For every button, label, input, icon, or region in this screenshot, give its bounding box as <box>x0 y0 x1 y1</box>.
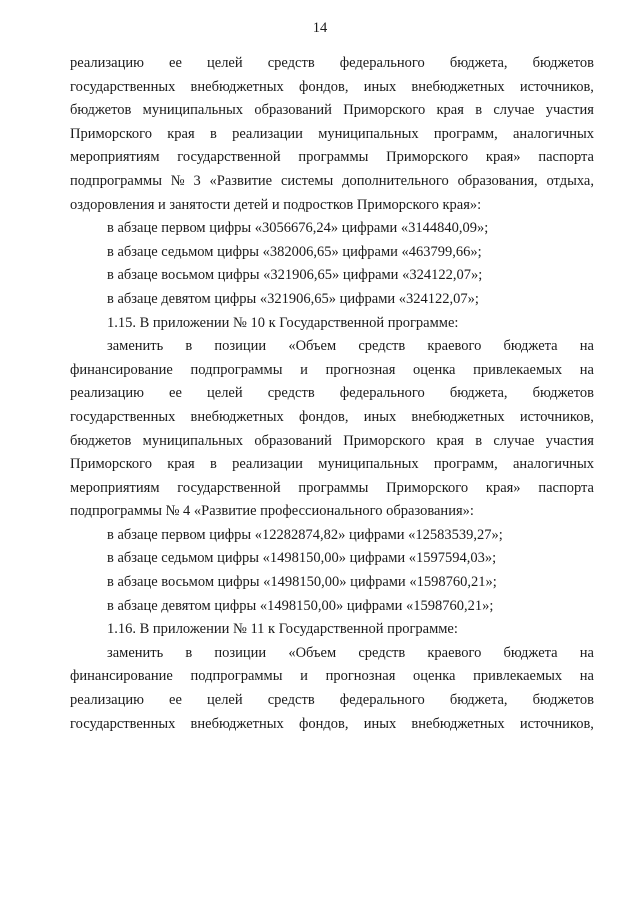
word: краевого <box>427 338 482 355</box>
word: края» <box>485 149 521 166</box>
word: на <box>579 338 594 355</box>
text-line: в абзаце девятом цифры «1498150,00» цифрами «1598760,21»; <box>107 597 494 614</box>
word: средств <box>267 692 315 709</box>
text-line: 1.15. В приложении № 10 к Государственной программе: <box>107 314 459 331</box>
word: средств <box>267 385 315 402</box>
word: бюджетов <box>70 432 132 449</box>
word: муниципальных <box>318 125 419 142</box>
word: реализацию <box>70 692 144 709</box>
word: внебюджетных <box>411 408 505 425</box>
text-line <box>70 453 594 477</box>
word: края <box>436 102 464 119</box>
word: края <box>167 125 195 142</box>
text-line: в абзаце восьмом цифры «321906,65» цифрами «324122,07»; <box>107 267 483 284</box>
word: бюджетов <box>532 692 594 709</box>
word: средств <box>358 644 406 661</box>
word: позиции <box>214 338 267 355</box>
word: муниципальных <box>142 432 244 449</box>
word: паспорта <box>538 479 594 496</box>
word: Приморского <box>343 432 426 449</box>
word: внебюджетных <box>190 715 284 732</box>
text-line <box>70 430 594 454</box>
word: образования, <box>457 172 538 189</box>
text-line: 1.16. В приложении № 11 к Государственной программе: <box>107 621 458 638</box>
word: в <box>475 432 483 449</box>
word: реализацию <box>70 55 144 71</box>
word: реализацию <box>70 385 144 402</box>
word: в <box>185 338 193 355</box>
text-line <box>70 146 594 170</box>
word: внебюджетных <box>411 78 505 95</box>
word: позиции <box>214 644 267 661</box>
word: иных <box>363 78 397 95</box>
word: «Развитие <box>209 172 273 189</box>
word: заменить <box>107 644 164 661</box>
word: образований <box>254 432 332 449</box>
word: края» <box>485 479 521 496</box>
word: фондов, <box>298 78 349 95</box>
word: случае <box>493 102 535 119</box>
word: государственных <box>70 715 176 732</box>
word: внебюджетных <box>190 78 284 95</box>
word: системы <box>280 172 334 189</box>
text-line <box>70 359 594 383</box>
word: края <box>436 432 464 449</box>
word: Приморского <box>70 456 152 473</box>
text-line <box>70 335 594 359</box>
word: фондов, <box>298 408 349 425</box>
word: муниципальных <box>142 102 244 119</box>
word: целей <box>207 55 243 71</box>
word: средств <box>358 338 406 355</box>
word: внебюджетных <box>190 408 284 425</box>
word: источников, <box>519 715 594 732</box>
text-line: в абзаце седьмом цифры «1498150,00» цифрами «1597594,03»; <box>107 550 497 567</box>
document-body <box>70 52 594 736</box>
text-line <box>70 713 594 737</box>
text-line <box>70 477 594 501</box>
word: края <box>167 456 195 473</box>
word: государственных <box>70 78 176 95</box>
word: внебюджетных <box>411 715 505 732</box>
word: заменить <box>107 338 164 355</box>
text-line <box>70 123 594 147</box>
word: № <box>170 172 185 189</box>
word: реализации <box>232 456 303 473</box>
word: программ, <box>433 125 498 142</box>
word: подпрограммы <box>190 361 283 378</box>
word: привлекаемых <box>473 361 563 378</box>
word: государственных <box>70 408 176 425</box>
word: прогнозная <box>325 361 396 378</box>
text-line <box>70 382 594 406</box>
word: подпрограммы <box>190 668 283 685</box>
word: Приморского <box>386 149 469 166</box>
word: бюджетов <box>70 102 132 119</box>
word: государственной <box>177 479 281 496</box>
word: программы <box>298 479 369 496</box>
word: и <box>300 668 308 685</box>
text-line <box>70 99 594 123</box>
text-line: в абзаце первом цифры «12282874,82» цифрами «12583539,27»; <box>107 526 503 543</box>
word: ее <box>169 55 182 71</box>
word: в <box>209 125 217 142</box>
text-line: в абзаце первом цифры «3056676,24» цифрами «3144840,09»; <box>107 220 489 237</box>
word: участия <box>545 102 594 119</box>
word: программы <box>298 149 369 166</box>
text-line: в абзаце девятом цифры «321906,65» цифрами «324122,07»; <box>107 290 479 307</box>
text-line <box>70 665 594 689</box>
word: бюджетов <box>532 55 594 71</box>
word: участия <box>545 432 594 449</box>
word: 3 <box>193 172 201 189</box>
word: бюджета, <box>449 55 508 71</box>
word: и <box>300 361 308 378</box>
word: бюджетов <box>532 385 594 402</box>
word: ее <box>169 385 182 402</box>
word: в <box>475 102 483 119</box>
word: Приморского <box>343 102 426 119</box>
word: Приморского <box>70 125 152 142</box>
word: федерального <box>339 692 425 709</box>
word: случае <box>493 432 535 449</box>
word: федерального <box>339 385 425 402</box>
word: финансирование <box>70 668 173 685</box>
word: аналогичных <box>513 456 594 473</box>
page-number: 14 <box>312 20 328 36</box>
text-line <box>70 689 594 713</box>
word: мероприятиям <box>70 479 160 496</box>
word: привлекаемых <box>473 668 563 685</box>
word: дополнительного <box>342 172 449 189</box>
text-line: оздоровления и занятости детей и подростков Приморского края»: <box>70 196 482 213</box>
word: бюджета, <box>449 692 508 709</box>
word: в <box>209 456 217 473</box>
word: фондов, <box>298 715 349 732</box>
text-line: подпрограммы № 4 «Развитие профессионального образования»: <box>70 503 474 520</box>
word: бюджета, <box>449 385 508 402</box>
word: целей <box>207 385 243 402</box>
word: на <box>579 668 594 685</box>
text-line: в абзаце восьмом цифры «1498150,00» цифрами «1598760,21»; <box>107 574 497 591</box>
word: источников, <box>519 408 594 425</box>
word: федерального <box>339 55 425 71</box>
word: аналогичных <box>513 125 594 142</box>
word: государственной <box>177 149 281 166</box>
word: финансирование <box>70 361 173 378</box>
word: отдыха, <box>546 172 594 189</box>
word: ее <box>169 692 182 709</box>
word: «Объем <box>288 338 337 355</box>
word: муниципальных <box>318 456 419 473</box>
word: прогнозная <box>325 668 396 685</box>
text-line <box>70 52 594 76</box>
word: программ, <box>433 456 498 473</box>
word: реализации <box>232 125 303 142</box>
word: «Объем <box>288 644 337 661</box>
word: паспорта <box>538 149 594 166</box>
word: на <box>579 361 594 378</box>
word: бюджета <box>503 644 558 661</box>
word: бюджета <box>503 338 558 355</box>
word: образований <box>254 102 332 119</box>
word: мероприятиям <box>70 149 160 166</box>
word: средств <box>267 55 315 71</box>
word: краевого <box>427 644 482 661</box>
word: иных <box>363 715 397 732</box>
word: иных <box>363 408 397 425</box>
word: оценка <box>413 361 456 378</box>
text-line: в абзаце седьмом цифры «382006,65» цифрами «463799,66»; <box>107 243 482 260</box>
word: Приморского <box>386 479 469 496</box>
word: оценка <box>413 668 456 685</box>
word: на <box>579 644 594 661</box>
word: подпрограммы <box>70 172 162 189</box>
text-line <box>70 642 594 666</box>
text-line <box>70 76 594 100</box>
word: целей <box>207 692 243 709</box>
text-line <box>70 170 594 194</box>
word: в <box>185 644 193 661</box>
text-line <box>70 406 594 430</box>
word: источников, <box>519 78 594 95</box>
